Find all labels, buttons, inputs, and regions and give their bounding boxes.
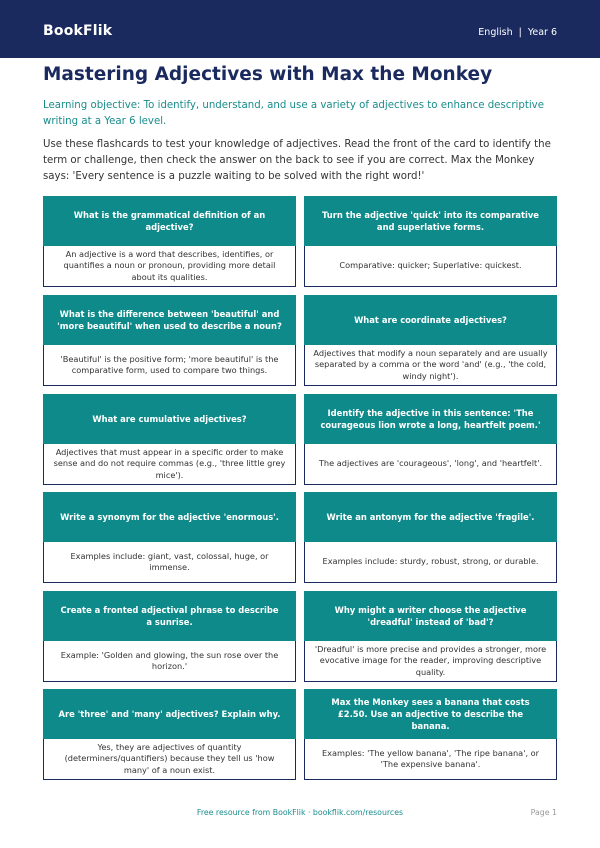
- brand-logo[interactable]: BookFlik: [43, 23, 113, 39]
- footer-credit[interactable]: Free resource from BookFlik · bookflik.com/resources: [196, 808, 404, 817]
- flashcard-question: Turn the adjective 'quick' into its comparative and superlative forms.: [304, 196, 557, 246]
- flashcard[interactable]: [43, 492, 296, 583]
- flashcard-answer: Adjectives that modify a noun separately and are usually separated by a comma or the word 'and' (e.g., 'the cold, windy night').: [304, 345, 557, 386]
- flashcard-answer: Examples: 'The yellow banana', 'The ripe banana', or 'The expensive banana'.: [304, 739, 557, 780]
- page-title: Mastering Adjectives with Max the Monkey: [43, 64, 493, 85]
- flashcard[interactable]: [43, 689, 296, 780]
- flashcard[interactable]: [304, 689, 557, 780]
- flashcard-question: Identify the adjective in this sentence: 'The courageous lion wrote a long, heartfelt poem.': [304, 394, 557, 444]
- flashcard-answer: 'Beautiful' is the positive form; 'more beautiful' is the comparative form, used to compare two things.: [43, 345, 296, 386]
- flashcard-answer: Yes, they are adjectives of quantity (determiners/quantifiers) because they tell us 'how many' of a noun exist.: [43, 739, 296, 780]
- flashcard-answer: Examples include: sturdy, robust, strong, or durable.: [304, 542, 557, 583]
- flashcard-answer: Comparative: quicker; Superlative: quickest.: [304, 246, 557, 287]
- flashcard-question: What are coordinate adjectives?: [304, 295, 557, 345]
- flashcard-answer: Adjectives that must appear in a specific order to make sense and do not require commas (e.g., 'three little grey mice').: [43, 444, 296, 485]
- flashcard-question: Why might a writer choose the adjective 'dreadful' instead of 'bad'?: [304, 591, 557, 641]
- site-header: [0, 0, 600, 58]
- flashcard-question: Write a synonym for the adjective 'enormous'.: [43, 492, 296, 542]
- flashcard[interactable]: [304, 394, 557, 485]
- flashcard[interactable]: [43, 591, 296, 682]
- year-label: Year 6: [527, 27, 557, 38]
- flashcard-question: What is the grammatical definition of an adjective?: [43, 196, 296, 246]
- flashcard[interactable]: [43, 196, 296, 287]
- flashcard-question: What are cumulative adjectives?: [43, 394, 296, 444]
- learning-objective: Learning objective: To identify, understand, and use a variety of adjectives to enhance descriptive writing at a Year 6 level.: [43, 100, 544, 127]
- header-meta: [478, 27, 557, 38]
- intro-paragraph: Use these flashcards to test your knowledge of adjectives. Read the front of the card to identify the term or challenge, then check the answer on the back to see if you are correct. Max the Monkey says: 'Every sentence is a puzzle waiting to be solved with the right word!': [43, 139, 551, 182]
- flashcard[interactable]: [304, 295, 557, 386]
- flashcard-answer: 'Dreadful' is more precise and provides a stronger, more evocative image for the reader, improving descriptive quality.: [304, 641, 557, 682]
- meta-separator: |: [518, 27, 522, 38]
- flashcard-question: Write an antonym for the adjective 'fragile'.: [304, 492, 557, 542]
- flashcard-answer: An adjective is a word that describes, identifies, or quantifies a noun or pronoun, providing more detail about its qualities.: [43, 246, 296, 287]
- flashcard[interactable]: [43, 394, 296, 485]
- flashcard[interactable]: [304, 492, 557, 583]
- flashcard-answer: Example: 'Golden and glowing, the sun rose over the horizon.': [43, 641, 296, 682]
- flashcard-answer: The adjectives are 'courageous', 'long', and 'heartfelt'.: [304, 444, 557, 485]
- flashcard-question: What is the difference between 'beautiful' and 'more beautiful' when used to describe a noun?: [43, 295, 296, 345]
- flashcard-question: Max the Monkey sees a banana that costs £2.50. Use an adjective to describe the banana.: [304, 689, 557, 739]
- page-number: Page 1: [530, 808, 557, 817]
- flashcard-question: Create a fronted adjectival phrase to describe a sunrise.: [43, 591, 296, 641]
- subject-label: English: [478, 27, 513, 38]
- flashcard-answer: Examples include: giant, vast, colossal, huge, or immense.: [43, 542, 296, 583]
- flashcard[interactable]: [304, 196, 557, 287]
- flashcard-question: Are 'three' and 'many' adjectives? Explain why.: [43, 689, 296, 739]
- flashcard[interactable]: [43, 295, 296, 386]
- flashcard[interactable]: [304, 591, 557, 682]
